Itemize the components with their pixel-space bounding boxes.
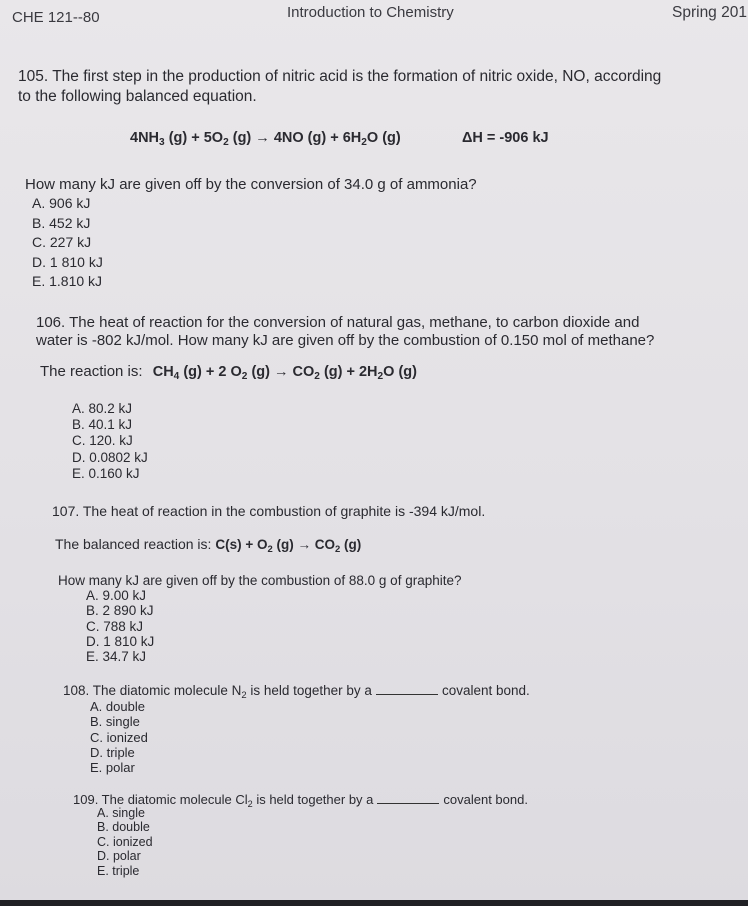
q106-text-line1: 106. The heat of reaction for the conversion of natural gas, methane, to carbon dioxide and [36,314,640,331]
q106-option-a: A. 80.2 kJ [72,401,133,416]
q109-options [97,806,153,878]
q107-option-b: B. 2 890 kJ [86,603,154,619]
q106-option-c: C. 120. kJ [72,433,133,449]
q106-text-line2: water is -802 kJ/mol. How many kJ are given off by the combustion of 0.150 mol of methane? [36,332,655,349]
q107-reaction [55,536,362,555]
q108-option-c: C. ionized [90,729,148,745]
q106-equation: $CH_4$ (g) + 2 $O_2$ $(g) \to CO_2$ $(g) + 2H_2O$ (g) [152,364,417,382]
q105-options [32,194,103,292]
q109-answer-blank [377,803,439,804]
q106-reaction [40,363,417,380]
q107-option-d: D. 1 810 kJ [86,633,155,649]
q109-option-e: E. triple [97,863,140,878]
page-bottom-edge [0,900,748,906]
q109-option-c: C. ionized [97,834,153,849]
q108-options [90,699,148,775]
q108-option-e: E. polar [90,760,135,776]
q107-option-a: A. 9.00 kJ [86,588,147,603]
q109-text: 109. The diatomic molecule $Cl_2$ is held together by a covalent bond. [73,792,528,809]
q108-text: 108. The diatomic molecule $N_2$ is held together by a covalent bond. [63,683,530,701]
q109-option-d: D. polar [97,849,141,864]
q106-option-b: B. 40.1 kJ [72,417,133,433]
q105-option-c: C. 227 kJ [32,234,92,250]
q108-option-d: D. triple [90,744,135,760]
document-title: Introduction to Chemistry [287,4,454,21]
q109-option-b: B. double [97,820,150,835]
q105-equation: $4NH_3$ $(g) + 5O_2$ (g) → 4NO $(g) + 6H_2O$ (g) [130,130,401,148]
q105-option-e: E. 1.810 kJ [32,273,103,289]
q109-option-a: A. single [97,806,145,820]
q108-answer-blank [376,694,438,695]
q107-text: 107. The heat of reaction in the combustion of graphite is -394 kJ/mol. [52,503,486,519]
q107-option-c: C. 788 kJ [86,618,144,634]
q108-option-b: B. single [90,714,140,730]
q107-option-e: E. 34.7 kJ [86,649,147,665]
q105-option-a: A. 906 kJ [32,195,91,211]
q105-text-line1: 105. The first step in the production of nitric acid is the formation of nitric oxide, NO, according [18,68,662,85]
q105-option-b: B. 452 kJ [32,214,91,231]
q105-delta-h: ΔH = -906 kJ [462,130,549,146]
course-code: CHE 121--80 [12,9,100,26]
q106-reaction-label: The reaction is: [40,363,143,380]
q106-options [72,401,148,482]
q105-question: How many kJ are given off by the conversion of 34.0 g of ammonia? [25,176,477,193]
term: Spring 201 [672,4,747,21]
q105-text-line2: to the following balanced equation. [18,88,257,105]
q107-reaction-label: The balanced reaction is: [55,536,212,552]
q108-option-a: A. double [90,699,145,714]
q107-options [86,588,154,664]
q106-option-d: D. 0.0802 kJ [72,449,148,465]
q105-option-d: D. 1 810 kJ [32,253,103,270]
q107-question: How many kJ are given off by the combustion of 88.0 g of graphite? [58,573,462,588]
q107-equation: $C(s) + O_2$ $(g) \to CO_2$ (g) [215,537,362,555]
q106-option-e: E. 0.160 kJ [72,465,140,481]
